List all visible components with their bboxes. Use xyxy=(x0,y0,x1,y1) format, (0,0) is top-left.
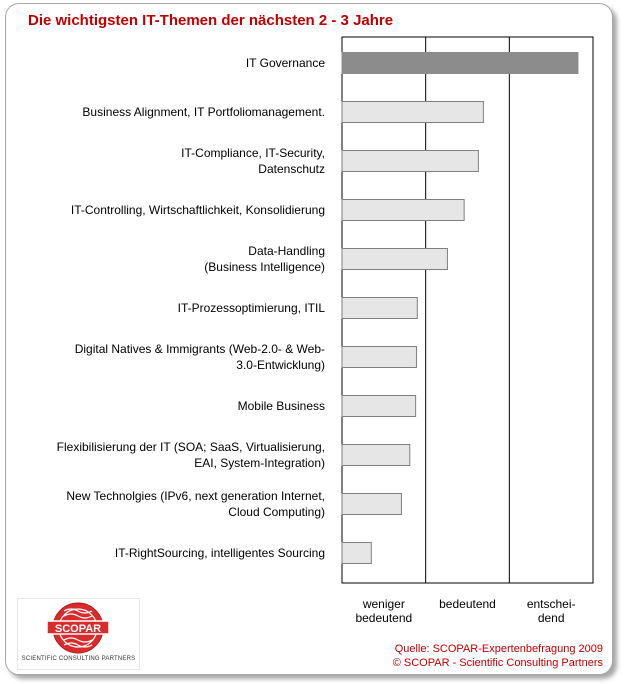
source-note xyxy=(393,642,603,670)
scale-labels xyxy=(355,597,575,625)
category-label-11 xyxy=(115,546,325,560)
bar-10 xyxy=(342,494,401,515)
bar-5 xyxy=(342,249,447,270)
bars xyxy=(342,53,578,564)
category-label-line: Digital Natives & Immigrants (Web-2.0- & Web- xyxy=(74,342,325,356)
category-label-line: Datenschutz xyxy=(258,162,325,176)
bar-8 xyxy=(342,396,416,417)
scale-label-2 xyxy=(439,597,496,611)
scale-label-line: dend xyxy=(537,611,565,625)
category-label-line: Data-Handling xyxy=(248,244,325,258)
category-label-line: IT-Controlling, Wirtschaftlichkeit, Konsolidierung xyxy=(70,203,325,217)
chart-title: Die wichtigsten IT-Themen der nächsten 2 - 3 Jahre xyxy=(28,12,394,29)
logo-tagline: SCIENTIFIC CONSULTING PARTNERS xyxy=(21,656,136,662)
scale-label-line: weniger xyxy=(362,597,405,611)
category-label-8 xyxy=(238,399,325,413)
bar-4 xyxy=(342,200,464,221)
scopar-logo xyxy=(17,598,140,670)
bar-1 xyxy=(342,53,578,74)
scale-label-3 xyxy=(527,597,576,625)
category-label-line: 3.0-Entwicklung) xyxy=(236,358,325,372)
category-label-line: Flexibilisierung der IT (SOA; SaaS, Virtualisierung, xyxy=(56,440,325,454)
category-label-line: IT-RightSourcing, intelligentes Sourcing xyxy=(114,546,325,560)
category-label-line: IT-Prozessoptimierung, ITIL xyxy=(177,301,325,315)
source-line-1: Quelle: SCOPAR-Expertenbefragung 2009 xyxy=(394,643,603,655)
category-label-line: Mobile Business xyxy=(237,399,325,413)
category-label-4 xyxy=(71,203,325,217)
bar-6 xyxy=(342,298,417,319)
source-line-2: © SCOPAR - Scientific Consulting Partners xyxy=(392,657,603,669)
category-label-6 xyxy=(178,301,326,315)
category-label-line: (Business Intelligence) xyxy=(204,260,325,274)
scale-label-line: bedeutend xyxy=(355,611,413,625)
bar-11 xyxy=(342,543,371,564)
bar-3 xyxy=(342,151,478,172)
category-label-line: IT Governance xyxy=(245,56,325,70)
logo-wordmark: SCOPAR xyxy=(54,623,102,635)
category-label-line: IT-Compliance, IT-Security, xyxy=(181,146,325,160)
category-label-line: EAI, System-Integration) xyxy=(194,456,325,470)
category-label-5 xyxy=(204,244,325,274)
category-label-line: Business Alignment, IT Portfoliomanagement. xyxy=(82,105,325,119)
bar-9 xyxy=(342,445,410,466)
category-label-9 xyxy=(57,440,325,470)
scale-label-line: entschei- xyxy=(526,597,576,611)
category-label-2 xyxy=(82,105,325,119)
scopar-seal-icon xyxy=(18,599,139,657)
bar-2 xyxy=(342,102,483,123)
category-label-3 xyxy=(181,146,325,176)
scale-label-1 xyxy=(355,597,412,625)
category-label-7 xyxy=(75,342,325,372)
category-label-line: New Technolgies (IPv6, next generation Internet, xyxy=(66,489,325,503)
category-labels xyxy=(57,56,326,560)
category-label-line: Cloud Computing) xyxy=(228,505,325,519)
scale-label-line: bedeutend xyxy=(439,597,496,611)
bar-7 xyxy=(342,347,416,368)
category-label-1 xyxy=(246,56,325,70)
category-label-10 xyxy=(66,489,325,519)
